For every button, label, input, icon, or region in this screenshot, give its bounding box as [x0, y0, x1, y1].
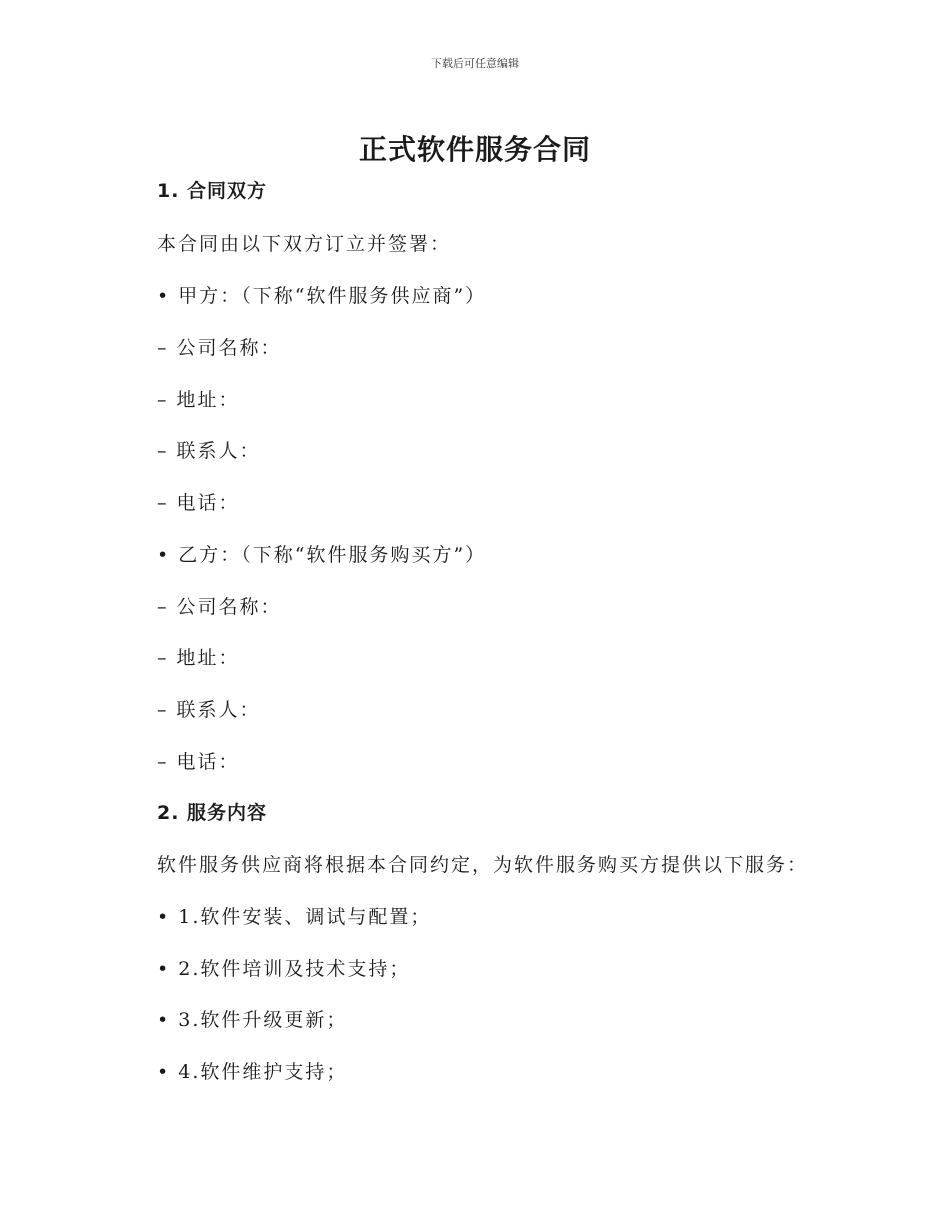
party-b-phone: – 电话：: [157, 751, 240, 773]
document-title: 正式软件服务合同: [358, 133, 591, 166]
service-item: • 4.软件维护支持；: [157, 1061, 348, 1083]
party-b-address: – 地址：: [157, 647, 240, 669]
service-item: • 1.软件安装、调试与配置；: [157, 906, 432, 928]
parties-intro: 本合同由以下双方订立并签署：: [157, 233, 452, 255]
section-heading-services: 2. 服务内容: [157, 802, 268, 824]
party-b-label: • 乙方：（下称“软件服务购买方”）: [157, 544, 487, 566]
page-header-note: 下载后可任意编辑: [431, 57, 519, 70]
party-a-company-name: – 公司名称：: [157, 337, 282, 359]
service-item: • 2.软件培训及技术支持；: [157, 958, 411, 980]
party-a-label: • 甲方：（下称“软件服务供应商”）: [157, 285, 487, 307]
service-item: • 3.软件升级更新；: [157, 1009, 348, 1031]
party-a-address: – 地址：: [157, 389, 240, 411]
party-b-company-name: – 公司名称：: [157, 596, 282, 618]
services-intro: 软件服务供应商将根据本合同约定，为软件服务购买方提供以下服务：: [157, 854, 809, 876]
party-b-contact: – 联系人：: [157, 699, 261, 721]
party-a-phone: – 电话：: [157, 492, 240, 514]
section-heading-parties: 1. 合同双方: [157, 180, 268, 202]
party-a-contact: – 联系人：: [157, 440, 261, 462]
